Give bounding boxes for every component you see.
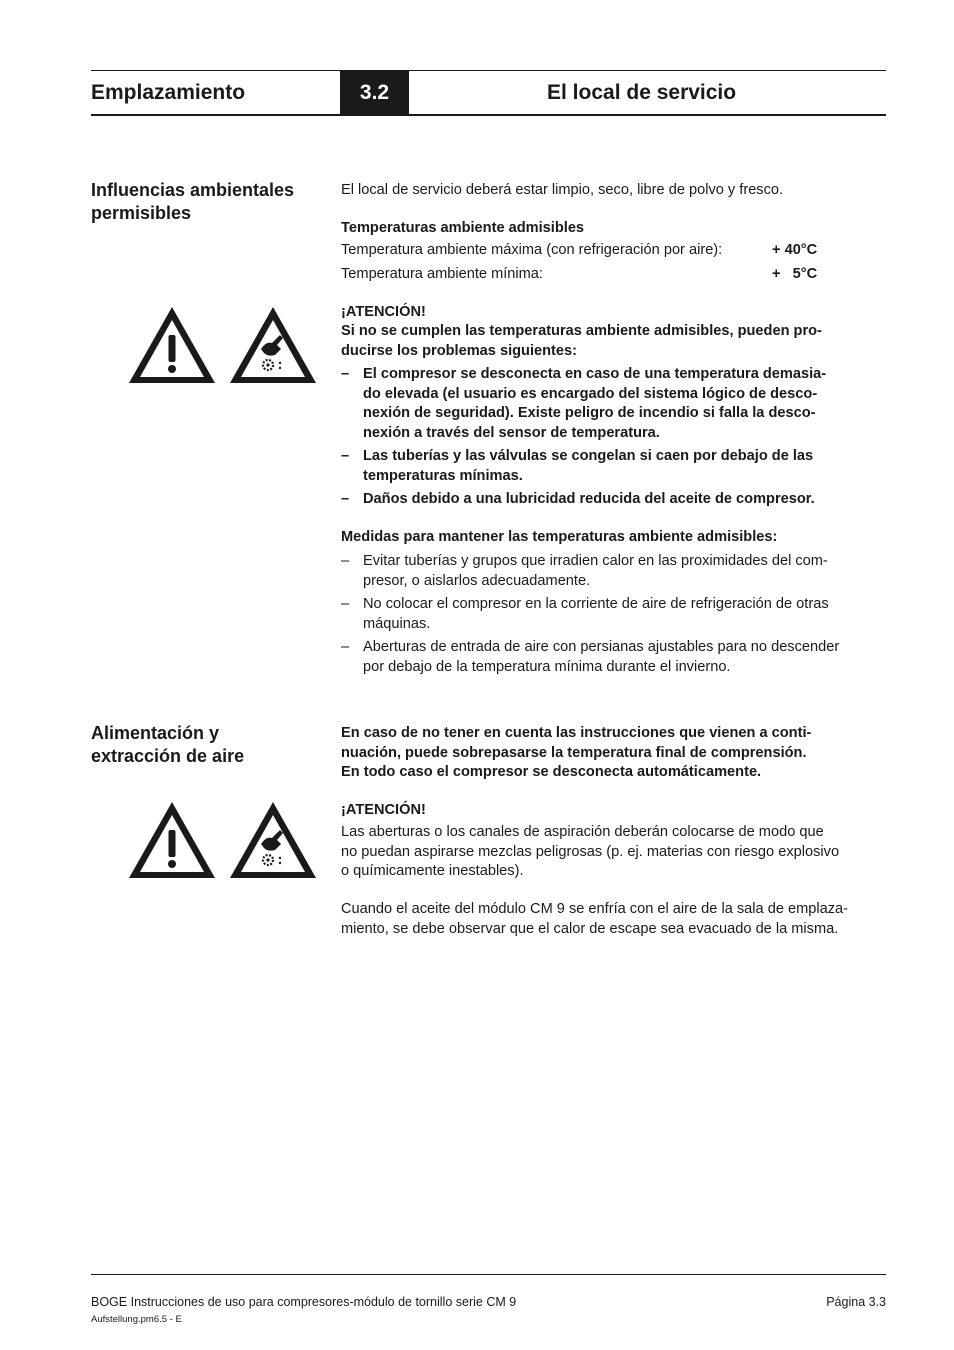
list-line: Evitar tuberías y grupos que irradien calor en las proximidades del com-: [363, 553, 828, 569]
temp-max-label: Temperatura ambiente máxima (con refrigeración por aire):: [341, 242, 723, 258]
list-dash: –: [341, 596, 350, 612]
temp-min-label: Temperatura ambiente mínima:: [341, 266, 543, 282]
footer-rule: [91, 1274, 886, 1275]
oil-note: [341, 900, 889, 939]
temp-max-row: [341, 241, 889, 261]
list-line: por debajo de la temperatura mínima durante el invierno.: [363, 658, 731, 675]
attention-text-1-line1: Si no se cumplen las temperaturas ambiente admisibles, pueden pro-: [341, 323, 822, 339]
list-dash: –: [341, 553, 350, 569]
section1-heading: [91, 179, 331, 225]
attention-label-1: ¡ATENCIÓN!: [341, 304, 426, 320]
footer-file-name: Aufstellung.pm6.5 - E: [91, 1314, 182, 1325]
list-line: do elevada (el usuario es encargado del sistema lógico de desco-: [363, 385, 818, 402]
attention-text-2-line: Las aberturas o los canales de aspiración deberán colocarse de modo que: [341, 824, 824, 840]
section2-heading: [91, 722, 331, 768]
section1-heading-line1: Influencias ambientales: [91, 180, 295, 200]
list-item-body: [363, 490, 887, 510]
oil-note-line: Cuando el aceite del módulo CM 9 se enfría con el aire de la sala de emplaza-: [341, 901, 849, 917]
chapter-title: Emplazamiento: [91, 81, 246, 104]
list-dash: –: [341, 366, 350, 382]
list-line: No colocar el compresor en la corriente de aire de refrigeración de otras: [363, 596, 829, 612]
measures-heading: Medidas para mantener las temperaturas ambiente admisibles:: [341, 529, 778, 545]
list-line: presor, o aislarlos adecuadamente.: [363, 572, 591, 589]
section-title: El local de servicio: [547, 81, 737, 104]
oil-note-line: miento, se debe observar que el calor de escape sea evacuado de la misma.: [341, 920, 839, 937]
section1-heading-line2: permisibles: [91, 203, 192, 223]
section2-heading-line1: Alimentación y: [91, 723, 220, 743]
section1-intro: El local de servicio deberá estar limpio, seco, libre de polvo y fresco.: [341, 182, 784, 198]
footer-page-number: Página 3.3: [826, 1295, 886, 1309]
header-bottom-rule: [91, 114, 886, 116]
attention-text-1-line2: ducirse los problemas siguientes:: [341, 342, 578, 359]
attention-text-2-line: o químicamente inestables).: [341, 863, 524, 879]
attention-text-2-line: no puedan aspirarse mezclas peligrosas (p. ej. materias con riesgo explosivo: [341, 843, 840, 860]
temp-max-value: + 40°C: [772, 242, 818, 258]
footer-manual-title: BOGE Instrucciones de uso para compresores-módulo de tornillo serie CM 9: [91, 1295, 517, 1309]
temp-min-value: + 5°C: [772, 266, 818, 282]
section2-warning-line: En caso de no tener en cuenta las instrucciones que vienen a conti-: [341, 725, 812, 741]
list-line: máquinas.: [363, 615, 431, 632]
list-item-body: [363, 638, 887, 677]
list-dash: –: [341, 491, 350, 507]
attention-label-2: ¡ATENCIÓN!: [341, 802, 426, 818]
section2-warning: [341, 724, 889, 783]
list-line: nexión a través del sensor de temperatura.: [363, 424, 660, 441]
section-number: 3.2: [340, 71, 409, 115]
list-line: Aberturas de entrada de aire con persianas ajustables para no descender: [363, 639, 840, 655]
list-item-body: [363, 552, 887, 591]
hand-crush-gears-warning-icon: [228, 305, 318, 385]
hand-crush-gears-warning-icon: [228, 800, 318, 880]
section2-heading-line2: extracción de aire: [91, 746, 245, 766]
list-dash: –: [341, 639, 350, 655]
list-dash: –: [341, 448, 350, 464]
list-item-body: [363, 447, 887, 486]
general-warning-icon: [127, 800, 217, 880]
section2-warning-line: nuación, puede sobrepasarse la temperatura final de comprensión.: [341, 744, 807, 761]
header-top-rule: [91, 70, 886, 71]
attention-text-2: [341, 823, 889, 882]
section2-warning-line: En todo caso el compresor se desconecta automáticamente.: [341, 764, 762, 780]
list-line: temperaturas mínimas.: [363, 467, 523, 484]
attention-text-1: [341, 322, 889, 361]
list-item-body: [363, 595, 887, 634]
list-line: El compresor se desconecta en caso de una temperatura demasia-: [363, 366, 827, 382]
list-line: Las tuberías y las válvulas se congelan si caen por debajo de las: [363, 448, 814, 464]
general-warning-icon: [127, 305, 217, 385]
temps-heading: Temperaturas ambiente admisibles: [341, 220, 585, 236]
temp-min-row: [341, 265, 889, 285]
list-item-body: [363, 365, 887, 443]
list-line: Daños debido a una lubricidad reducida del aceite de compresor.: [363, 491, 815, 507]
list-line: nexión de seguridad). Existe peligro de incendio si falla la desco-: [363, 405, 816, 421]
